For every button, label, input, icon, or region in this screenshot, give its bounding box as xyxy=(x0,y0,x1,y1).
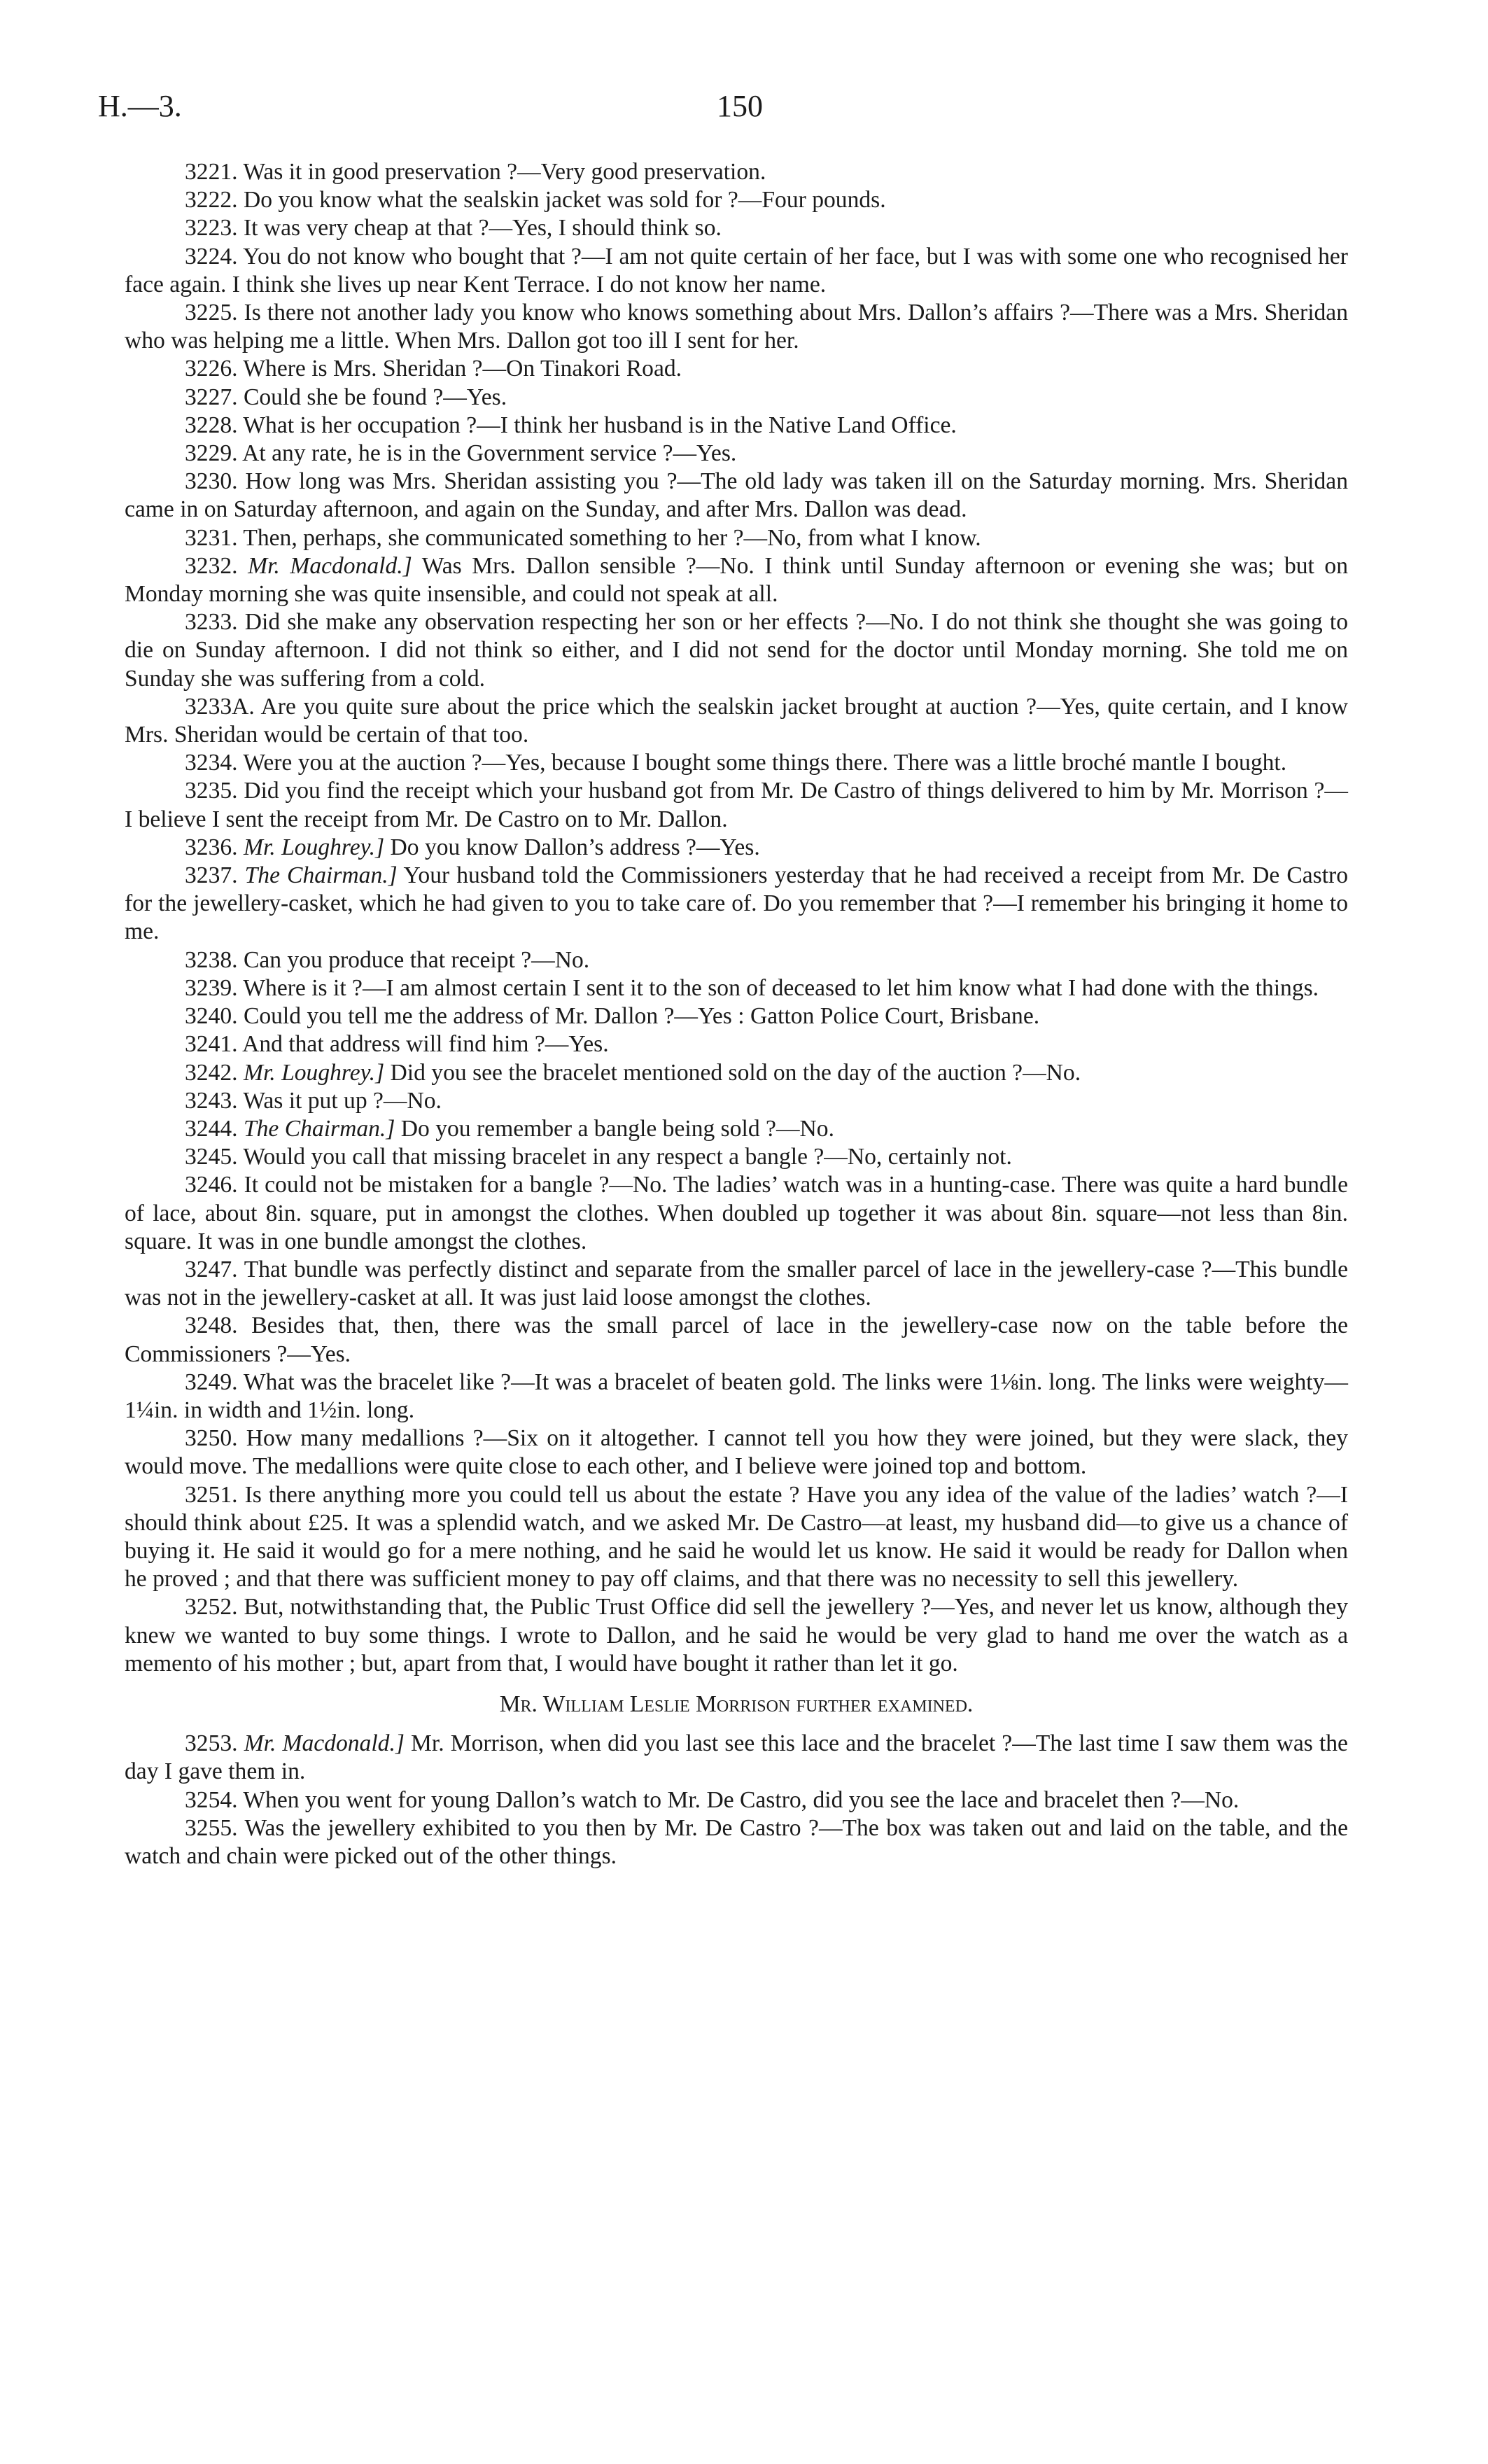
question-number: 3237. xyxy=(185,862,238,889)
testimony-text: Your husband told the Commissioners yesterday that he had received a receipt from Mr. De Castro for the jewellery-casket, which he had given to you to take care of. Do you remember that ?—I remember his bringing it home to me. xyxy=(125,862,1349,945)
testimony-paragraph: 3229. At any rate, he is in the Government service ?—Yes. xyxy=(185,440,737,467)
testimony-paragraph: 3224. You do not know who bought that ?—I am not quite certain of her face, but I was with some one who recognised her face again. I think she lives up near Kent Terrace. I do not know her name. xyxy=(125,243,1348,298)
testimony-paragraph: 3250. How many medallions ?—Six on it altogether. I cannot tell you how they were joined, but they were slack, they would move. The medallions were quite close to each other, and I believe were joined top and bottom. xyxy=(125,1425,1348,1480)
testimony-paragraph: 3255. Was the jewellery exhibited to you then by Mr. De Castro ?—The box was taken out and laid on the table, and the watch and chain were picked out of the other things. xyxy=(125,1814,1348,1869)
testimony-text: Mr. Morrison, when did you last see this lace and the bracelet ?—The last time I saw them was the day I gave them in. xyxy=(125,1730,1348,1785)
question-number: 3253. xyxy=(185,1730,238,1757)
testimony-paragraph: 3254. When you went for young Dallon’s watch to Mr. De Castro, did you see the lace and bracelet then ?—No. xyxy=(185,1786,1240,1813)
testimony-paragraph: 3248. Besides that, then, there was the small parcel of lace in the jewellery-case now on the table before the Commissioners ?—Yes. xyxy=(125,1312,1348,1367)
testimony-paragraph: 3230. How long was Mrs. Sheridan assisting you ?—The old lady was taken ill on the Saturday morning. Mrs. Sheridan came in on Saturday afternoon, and again on the Sunday, and after Mrs. Dallon was dead. xyxy=(125,468,1348,523)
testimony-paragraph: 3233A. Are you quite sure about the price which the sealskin jacket brought at auction ?—Yes, quite certain, and I know Mrs. Sheridan would be certain of that too. xyxy=(125,693,1348,748)
testimony-paragraph: 3226. Where is Mrs. Sheridan ?—On Tinakori Road. xyxy=(185,356,682,382)
speaker-name: Mr. Macdonald.] xyxy=(248,552,412,579)
speaker-name: Mr. Loughrey.] xyxy=(243,1059,385,1086)
testimony-paragraph: 3234. Were you at the auction ?—Yes, because I bought some things there. There was a little broché mantle I bought. xyxy=(185,750,1287,776)
testimony-paragraph: 3227. Could she be found ?—Yes. xyxy=(185,384,507,410)
testimony-text: Did you see the bracelet mentioned sold on the day of the auction ?—No. xyxy=(390,1059,1081,1086)
testimony-paragraph: 3223. It was very cheap at that ?—Yes, I should think so. xyxy=(185,215,722,241)
report-reference: H.—3. xyxy=(98,89,182,123)
evidence-list-continued xyxy=(125,1730,1348,1870)
testimony-paragraph: 3240. Could you tell me the address of Mr. Dallon ?—Yes : Gatton Police Court, Brisbane. xyxy=(185,1003,1040,1030)
testimony-paragraph xyxy=(125,552,1348,608)
section-heading: Mr. William Leslie Morrison further examined. xyxy=(499,1690,974,1717)
testimony-paragraph: 3231. Then, perhaps, she communicated something to her ?—No, from what I know. xyxy=(185,524,981,551)
testimony-paragraph: 3247. That bundle was perfectly distinct and separate from the smaller parcel of lace in the jewellery-case ?—This bundle was not in the jewellery-casket at all. It was just laid loose amongst the clothes. xyxy=(125,1256,1348,1311)
testimony-text: Was Mrs. Dallon sensible ?—No. I think until Sunday afternoon or evening she was; but on Monday morning she was quite insensible, and could not speak at all. xyxy=(125,552,1348,608)
testimony-paragraph: 3225. Is there not another lady you know who knows something about Mrs. Dallon’s affairs ?—There was a Mrs. Sheridan who was helping me a little. When Mrs. Dallon got too ill I sent for her. xyxy=(125,300,1348,354)
speaker-name: Mr. Loughrey.] xyxy=(243,834,385,860)
question-number: 3232. xyxy=(185,552,238,579)
testimony-paragraph: 3233. Did she make any observation respecting her son or her effects ?—No. I do not think she thought she was going to die on Sunday afternoon. I did not think so either, and I did not send for the doctor until Monday morning. She told me on Sunday she was suffering from a cold. xyxy=(125,609,1348,692)
testimony-paragraph: 3252. But, notwithstanding that, the Public Trust Office did sell the jewellery ?—Yes, and never let us know, although they knew we wanted to buy some things. I wrote to Dallon, and he said he would be very glad to hand me over the watch as a memento of his mother ; but, apart from that, I would have bought it rather than let it go. xyxy=(125,1594,1348,1676)
question-number: 3244. xyxy=(185,1115,238,1142)
testimony-paragraph: 3222. Do you know what the sealskin jacket was sold for ?—Four pounds. xyxy=(185,187,886,214)
testimony-paragraph: 3221. Was it in good preservation ?—Very good preservation. xyxy=(185,159,766,185)
testimony-paragraph: 3228. What is her occupation ?—I think her husband is in the Native Land Office. xyxy=(185,412,957,438)
testimony-paragraph: 3238. Can you produce that receipt ?—No. xyxy=(185,946,590,973)
testimony-paragraph: 3241. And that address will find him ?—Yes. xyxy=(185,1031,609,1058)
testimony-paragraph: 3243. Was it put up ?—No. xyxy=(185,1087,442,1114)
testimony-paragraph: 3251. Is there anything more you could tell us about the estate ? Have you any idea of the value of the ladies’ watch ?—I should think about £25. It was a splendid watch, and we asked Mr. De Castro—at least, my husband did—to give us a chance of buying it. He said it would go for a mere nothing, and he said he would let us know. He said it would be ready for Dallon when he proved ; and that there was sufficient money to pay off claims, and that there was no necessity to sell this jewellery. xyxy=(125,1481,1348,1592)
document-body xyxy=(125,158,1348,1870)
page-number: 150 xyxy=(717,89,763,123)
testimony-text: Do you remember a bangle being sold ?—No. xyxy=(400,1115,834,1142)
testimony-paragraph: 3249. What was the bracelet like ?—It was a bracelet of beaten gold. The links were 1⅛in. long. The links were weighty—1¼in. in width and 1½in. long. xyxy=(125,1368,1348,1423)
speaker-name: The Chairman.] xyxy=(243,1115,395,1142)
testimony-paragraph xyxy=(125,1730,1348,1786)
testimony-paragraph: 3239. Where is it ?—I am almost certain I sent it to the son of deceased to let him know what I had done with the things. xyxy=(185,974,1319,1001)
testimony-paragraph: 3245. Would you call that missing bracelet in any respect a bangle ?—No, certainly not. xyxy=(185,1144,1012,1170)
testimony-paragraph xyxy=(125,1115,1348,1143)
testimony-paragraph: 3246. It could not be mistaken for a bangle ?—No. The ladies’ watch was in a hunting-case. There was quite a hard bundle of lace, about 8in. square, put in amongst the clothes. When doubled up together it was about 8in. square—not less than 8in. square. It was in one bundle amongst the clothes. xyxy=(125,1172,1348,1254)
testimony-paragraph xyxy=(125,862,1348,946)
testimony-paragraph xyxy=(125,1059,1348,1087)
testimony-paragraph xyxy=(125,834,1348,862)
speaker-name: The Chairman.] xyxy=(244,862,398,889)
question-number: 3242. xyxy=(185,1059,238,1086)
speaker-name: Mr. Macdonald.] xyxy=(244,1730,405,1757)
testimony-paragraph: 3235. Did you find the receipt which your husband got from Mr. De Castro of things delivered to him by Mr. Morrison ?—I believe I sent the receipt from Mr. De Castro on to Mr. Dallon. xyxy=(125,778,1348,832)
evidence-list xyxy=(125,158,1348,1678)
testimony-text: Do you know Dallon’s address ?—Yes. xyxy=(390,834,760,860)
question-number: 3236. xyxy=(185,834,238,860)
